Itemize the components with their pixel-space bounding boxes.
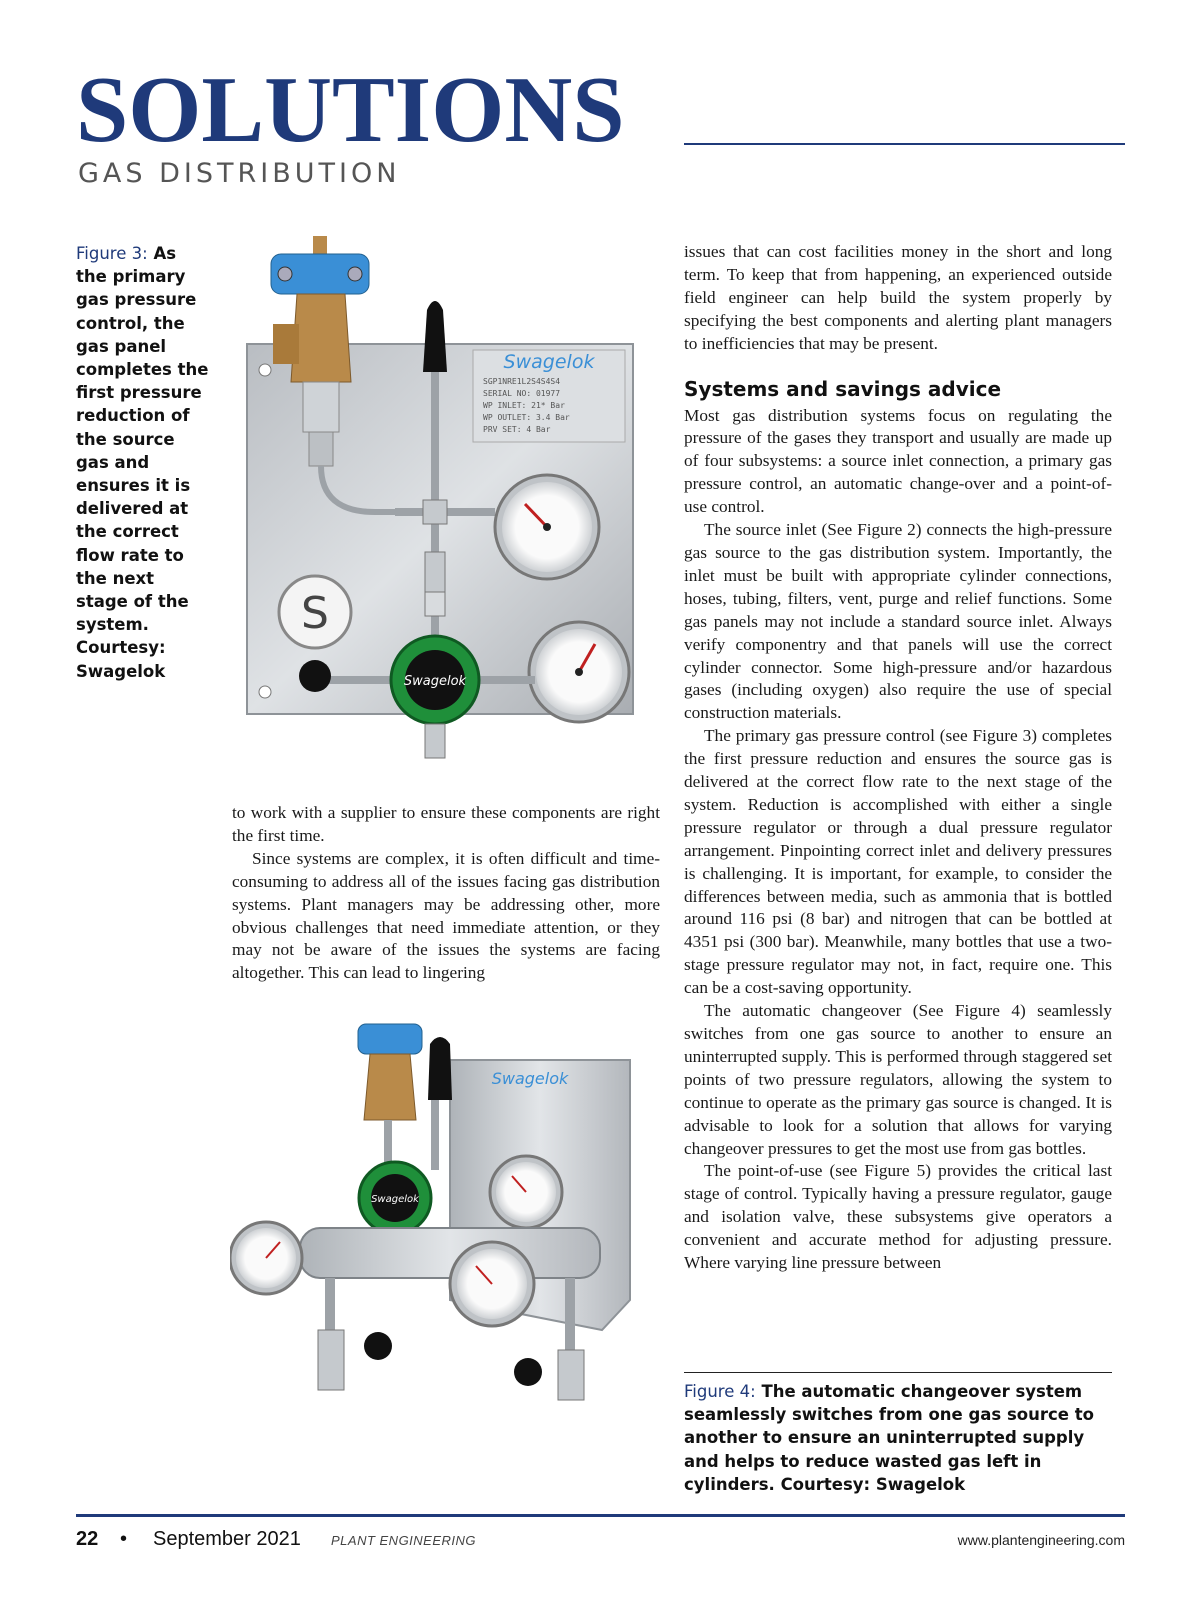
- svg-text:WP INLET: 21* Bar: WP INLET: 21* Bar: [483, 401, 565, 410]
- green-pressure-regulator: [391, 636, 479, 724]
- paragraph: The source inlet (See Figure 2) connects the high-pressure gas source to the gas distribution system. Importantly, the inlet must be built with appropriate cylinder connections, hoses, tubing, filters, vent, purge and relief functions. Some gas panels may not include a standard source inlet. Always verify componentry and that panels will use the correct cylinder connector. Some high-pressure and/or hazardous gases (including oxygen) also require the use of special construction materials.: [684, 520, 1112, 723]
- svg-text:Swagelok: Swagelok: [503, 351, 595, 373]
- paragraph: Since systems are complex, it is often difficult and time-consuming to address all of the issues facing gas distribution systems. Plant managers may be addressing other, more obvious challenges that need immediate attention, or they may not be aware of the issues the systems are facing altogether. This can lead to lingering: [232, 848, 660, 983]
- black-knob-right: [514, 1358, 542, 1386]
- svg-text:WP OUTLET: 3.4 Bar: WP OUTLET: 3.4 Bar: [483, 413, 570, 422]
- website-link[interactable]: www.plantengineering.com: [957, 1532, 1125, 1548]
- paragraph: Most gas distribution systems focus on regulating the pressure of the gases they transport and usually are made up of four subsystems: a source inlet connection, a primary gas pressure control, an automatic change-over and a point-of-use control.: [684, 405, 1112, 517]
- changeover-manifold: [300, 1228, 600, 1278]
- figure-3-caption: [76, 242, 211, 683]
- body-text-right-column: [684, 241, 1112, 1275]
- figure-4-changeover-image: [230, 1000, 655, 1420]
- title-rule: [684, 143, 1125, 145]
- figure-4-caption-rule: [684, 1372, 1112, 1373]
- black-knob-left: [364, 1332, 392, 1360]
- section-title: SOLUTIONS: [76, 58, 625, 162]
- black-knob: [299, 660, 331, 692]
- section-subtitle: GAS DISTRIBUTION: [78, 158, 401, 189]
- paragraph: to work with a supplier to ensure these components are right the first time.: [232, 803, 660, 845]
- figure-3-caption-text: As the primary gas pressure control, the gas panel completes the first pressure reduction of the source gas and ensures it is delivered at the correct flow rate to the next stage of the system. Courtesy: Swagelok: [76, 244, 209, 681]
- svg-text:Swagelok: Swagelok: [403, 674, 467, 689]
- paragraph: The automatic changeover (See Figure 4) seamlessly switches from one gas source to another to ensure an uninterrupted supply. This is performed through staggered set points of two pressure regulators, allowing the system to continue to operate as the primary gas source is changed. It is advisable to look for a solution that allows for varying changeover pressures to get the most use from gas bottles.: [684, 1001, 1112, 1158]
- page-footer: [76, 1528, 1125, 1558]
- black-lever-handle: [423, 301, 447, 372]
- page-number: 22: [76, 1528, 99, 1550]
- swagelok-nameplate: [473, 350, 625, 442]
- svg-text:PRV SET: 4 Bar: PRV SET: 4 Bar: [483, 425, 551, 434]
- footer-bullet: •: [120, 1528, 128, 1550]
- green-pressure-regulator: [359, 1162, 431, 1234]
- swagelok-s-logo: [279, 576, 351, 648]
- swagelok-nameplate: Swagelok: [491, 1069, 569, 1088]
- paragraph: The primary gas pressure control (see Figure 3) completes the first pressure reduction and ensures the source gas is delivered at the correct flow rate to the next stage of the system. Reduction is accomplished with either a single pressure regulator or through a dual pressure regulator arrangement. Pinpointing correct inlet and delivery pressures is challenging. It is important, for example, to consider the differences between media, such as ammonia that is bottled around 116 psi (8 bar) and nitrogen that can be bottled at 4351 psi (300 bar). Meanwhile, many bottles that use a two-stage pressure regulator may not, in fact, require one. This can be a cost-saving opportunity.: [684, 726, 1112, 998]
- svg-text:Swagelok: Swagelok: [371, 1194, 419, 1205]
- paragraph: issues that can cost facilities money in the short and long term. To keep that from happening, an experienced outside field engineer can help build the system properly by specifying the best components and alerting plant managers to inefficiencies that may be present.: [684, 242, 1112, 353]
- brass-valve-body: [364, 1054, 416, 1120]
- brass-valve-body: [291, 294, 351, 382]
- pressure-gauge-top: [495, 475, 599, 579]
- footer-rule: [76, 1514, 1125, 1517]
- figure-3-label: Figure 3:: [76, 244, 148, 263]
- blue-valve-handle: [358, 1024, 422, 1054]
- section-subheading: Systems and savings advice: [684, 376, 1002, 401]
- paragraph: The point-of-use (see Figure 5) provides the critical last stage of control. Typically having a pressure regulator, gauge and isolation valve, these subsystems give operators a convenient and accurate method for adjusting pressure. Where varying line pressure between: [684, 1161, 1112, 1273]
- magazine-name: PLANT ENGINEERING: [331, 1533, 477, 1548]
- valve-cap: [313, 236, 327, 256]
- svg-text:SERIAL NO: 01977: SERIAL NO: 01977: [483, 389, 561, 398]
- pressure-gauge-bottom: [529, 622, 629, 722]
- figure-4-caption-text: The automatic changeover system seamlessly switches from one gas source to another to ensure an uninterrupted supply and helps to reduce wasted gas left in cylinders. Courtesy: Swagelok: [684, 1382, 1094, 1494]
- svg-text:SGP1NRE1L2S4S4S4: SGP1NRE1L2S4S4S4: [483, 377, 561, 386]
- pressure-gauge-upper: [490, 1156, 562, 1228]
- issue-date: September 2021: [153, 1528, 301, 1550]
- pressure-gauge-right: [450, 1242, 534, 1326]
- figure-3-gas-panel-image: [235, 232, 655, 772]
- body-text-middle-column: [232, 802, 660, 985]
- black-lever-handle: [428, 1037, 452, 1100]
- figure-4-label: Figure 4:: [684, 1382, 756, 1401]
- svg-text:S: S: [301, 588, 329, 639]
- pressure-gauge-left: [230, 1222, 302, 1294]
- figure-4-caption: [684, 1380, 1124, 1496]
